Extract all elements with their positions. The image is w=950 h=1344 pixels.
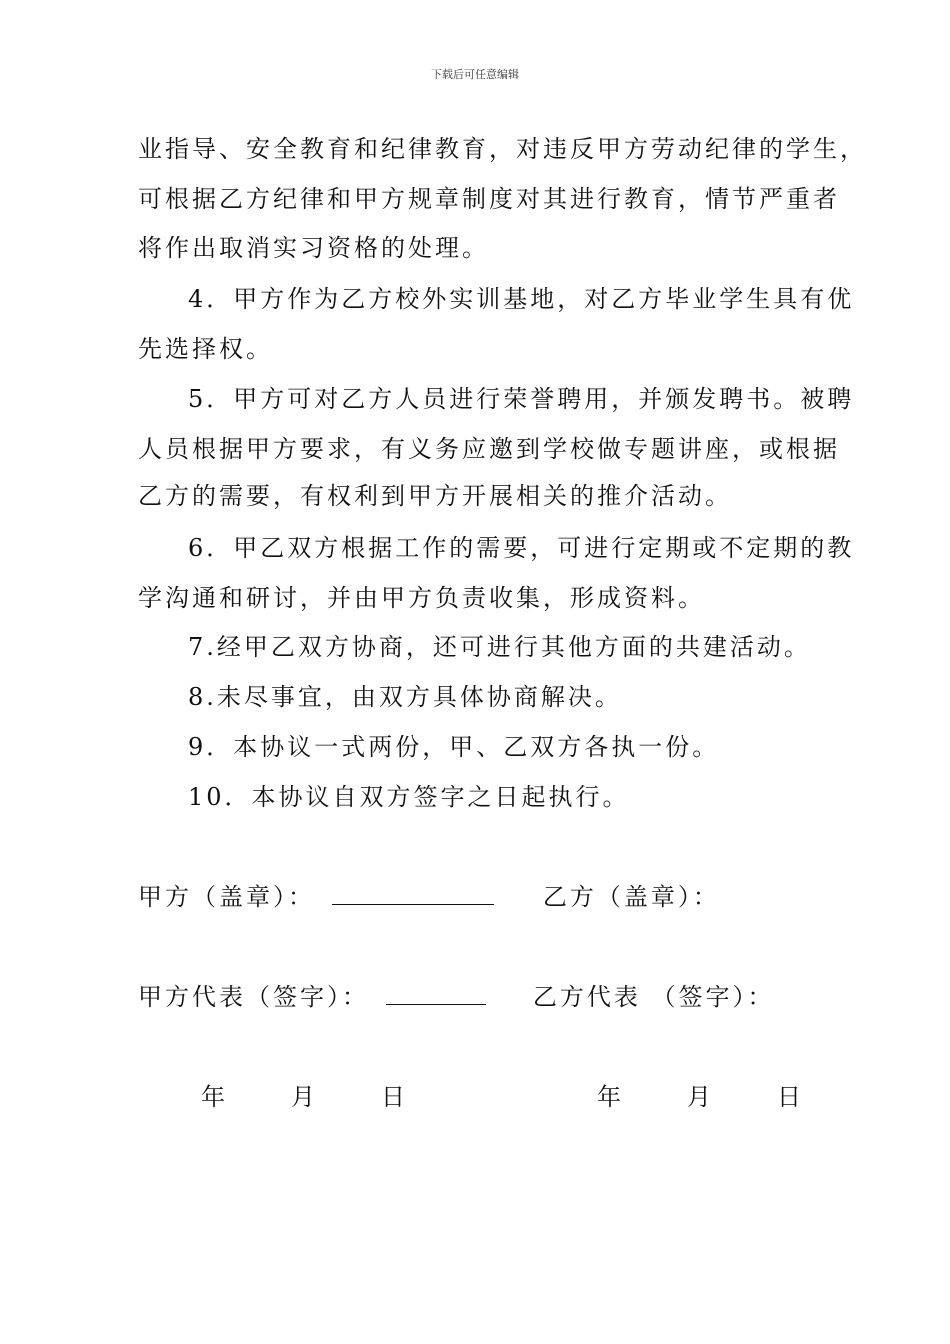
clause-6-line-2: 学沟通和研讨，并由甲方负责收集，形成资料。 [138, 584, 705, 612]
party-b-date-day: 日 [777, 1083, 801, 1111]
party-a-date-year: 年 [201, 1083, 225, 1111]
party-a-seal-blank[interactable] [332, 882, 494, 905]
party-a-seal-label: 甲方（盖章）： [138, 883, 315, 911]
clause-4-line-1: 4．甲方作为乙方校外实训基地，对乙方毕业学生具有优 [188, 285, 855, 313]
party-a-rep-label: 甲方代表（签字）： [138, 983, 369, 1011]
seal-row [138, 882, 720, 912]
party-b-rep-label: 乙方代表 （签字）： [532, 983, 775, 1011]
party-b-seal-label: 乙方（盖章）： [542, 883, 720, 911]
page-header-note: 下载后可任意编辑 [431, 68, 519, 81]
clause-9: 9．本协议一式两份，甲、乙双方各执一份。 [188, 733, 720, 761]
clause-5-line-1: 5．甲方可对乙方人员进行荣誉聘用，并颁发聘书。被聘 [188, 385, 855, 413]
clause-4-line-2: 先选择权。 [138, 335, 273, 363]
party-a-date-month: 月 [291, 1083, 315, 1111]
body-line-1: 业指导、安全教育和纪律教育，对违反甲方劳动纪律的学生， [138, 135, 867, 163]
party-b-date-month: 月 [687, 1083, 711, 1111]
party-b-date-year: 年 [597, 1083, 621, 1111]
body-line-3: 将作出取消实习资格的处理。 [138, 234, 489, 262]
representative-row [138, 982, 775, 1012]
body-line-2: 可根据乙方纪律和甲方规章制度对其进行教育，情节严重者 [138, 185, 840, 213]
clause-7: 7.经甲乙双方协商，还可进行其他方面的共建活动。 [188, 633, 811, 661]
clause-10: 10．本协议自双方签字之日起执行。 [188, 783, 630, 811]
clause-8: 8.未尽事宜，由双方具体协商解决。 [188, 683, 622, 711]
party-a-date-day: 日 [381, 1083, 405, 1111]
clause-5-line-2: 人员根据甲方要求，有义务应邀到学校做专题讲座，或根据 [138, 435, 840, 463]
clause-5-line-3: 乙方的需要，有权利到甲方开展相关的推介活动。 [138, 482, 732, 510]
party-a-rep-blank[interactable] [386, 982, 486, 1005]
clause-6-line-1: 6．甲乙双方根据工作的需要，可进行定期或不定期的教 [188, 534, 855, 562]
